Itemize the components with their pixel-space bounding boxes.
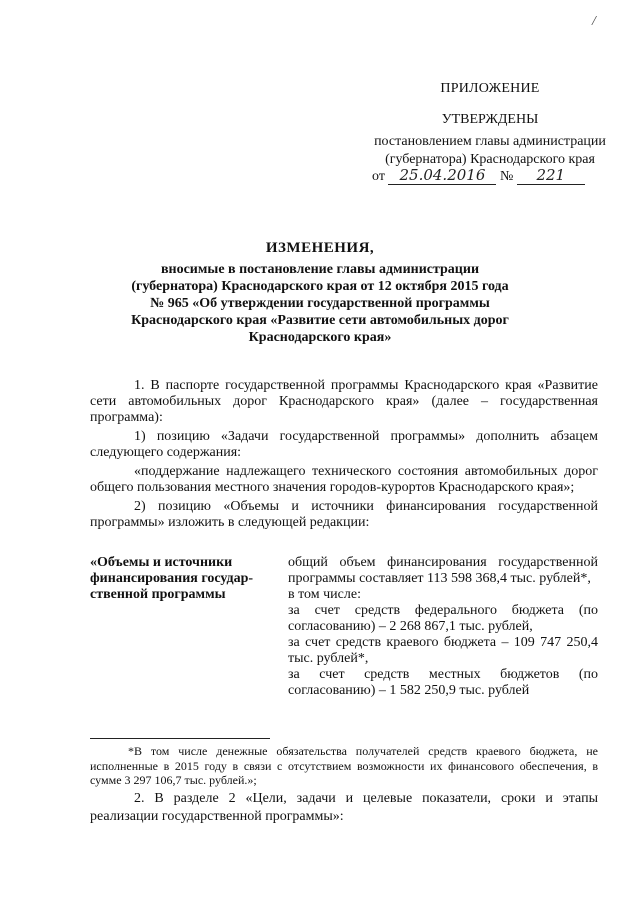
approval-block (360, 111, 620, 169)
title-line-3: № 965 «Об утверждении государственной программы (150, 296, 490, 311)
footnote (90, 744, 598, 788)
approval-date-line (372, 166, 612, 185)
handwritten-date: 25.04.2016 (388, 166, 496, 185)
page-mark: / (592, 14, 596, 29)
financing-including: в том числе: (288, 587, 361, 602)
title-heading: ИЗМЕНЕНИЯ, (265, 240, 375, 256)
approved-by-line-1: постановлением главы администрации (374, 134, 606, 149)
footnote-text: *В том числе денежные обязательства получателей средств краевого бюджета, не исполненные в 2015 году в связи с отсутствием возможности их финансового обеспечения, в сумме 3 297 106,7 тыс. рублей.»; (90, 744, 598, 787)
appendix-label: ПРИЛОЖЕНИЕ (440, 81, 540, 96)
financing-values (288, 555, 598, 699)
title-line-5: Краснодарского края» (248, 330, 392, 345)
footnote-divider (90, 738, 270, 739)
approved-label: УТВЕРЖДЕНЫ (441, 112, 539, 127)
paragraph-section-2: 2. В разделе 2 «Цели, задачи и целевые показатели, сроки и этапы реализации государственной программы»: (90, 791, 598, 824)
paragraph-3: «поддержание надлежащего технического состояния автомобильных дорог общего пользования местного значения городов-курортов Краснодарского края»; (90, 464, 598, 495)
financing-total: общий объем финансирования государственной программы составляет 113 598 368,4 тыс. рублей*, (288, 555, 598, 586)
title-line-1: вносимые в постановление главы администрации (160, 262, 480, 277)
paragraph-1: 1. В паспорте государственной программы Краснодарского края «Развитие сети автомобильных дорог Краснодарского края» (далее – государственная программа): (90, 378, 598, 425)
paragraph-2: 1) позицию «Задачи государственной программы» дополнить абзацем следующего содержания: (90, 429, 598, 460)
financing-label: «Объемы и источники финансирования государственной программы (90, 555, 254, 602)
financing-regional: за счет средств краевого бюджета – 109 747 250,4 тыс. рублей*, (288, 635, 598, 666)
paragraph-4: 2) позицию «Объемы и источники финансирования государственной программы» изложить в следующей редакции: (90, 499, 598, 530)
body-text (90, 378, 598, 534)
date-prefix: от (372, 169, 385, 184)
title-line-4: Краснодарского края «Развитие сети автомобильных дорог (131, 313, 509, 328)
number-prefix: № (499, 169, 514, 184)
document-title (110, 240, 530, 346)
approved-by-line-2: (губернатора) Краснодарского края (385, 152, 595, 167)
financing-federal: за счет средств федерального бюджета (по согласованию) – 2 268 867,1 тыс. рублей, (288, 603, 598, 634)
handwritten-number: 221 (517, 166, 585, 185)
financing-local: за счет средств местных бюджетов (по согласованию) – 1 582 250,9 тыс. рублей (288, 667, 598, 698)
title-line-2: (губернатора) Краснодарского края от 12 октября 2015 года (131, 279, 509, 294)
